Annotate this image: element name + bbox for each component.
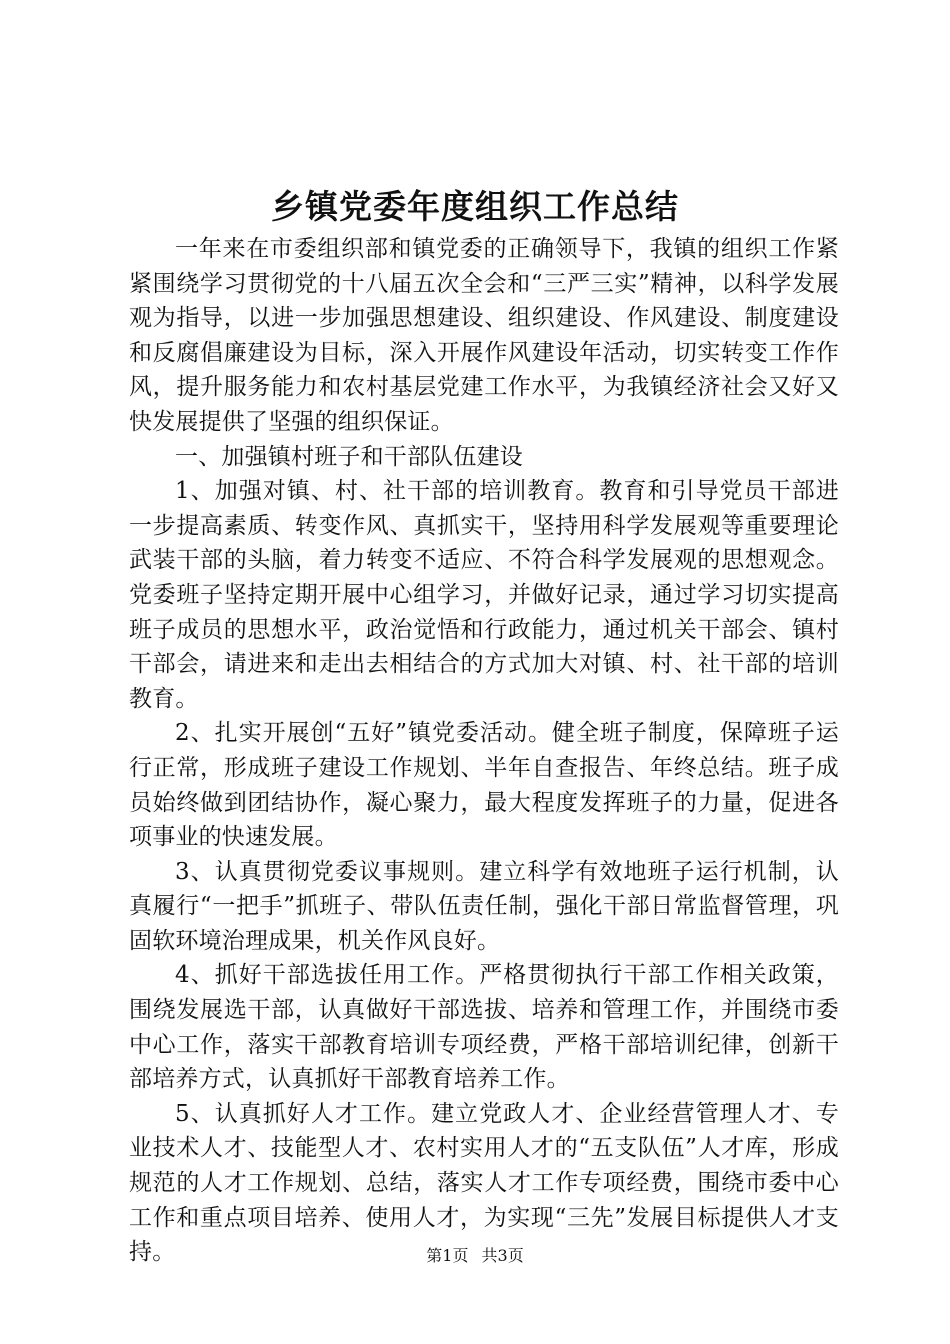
- page-number-total: 共3页: [481, 1246, 524, 1265]
- section-heading-1: 一、加强镇村班子和干部队伍建设: [175, 443, 523, 470]
- document-title: 乡镇党委年度组织工作总结: [271, 187, 679, 226]
- paragraph-item-4: 4、抓好干部选拔任用工作。严格贯彻执行干部工作相关政策，围绕发展选干部，认真做好干部选拔、培养和管理工作，并围绕市委中心工作，落实干部教育培训专项经费，严格干部培训纪律，创新干部培养方式，认真抓好干部教育培养工作。: [129, 962, 839, 1093]
- paragraph-item-3: 3、认真贯彻党委议事规则。建立科学有效地班子运行机制，认真履行“一把手”抓班子、带队伍责任制，强化干部日常监督管理，巩固软环境治理成果，机关作风良好。: [129, 858, 839, 954]
- page-number-current: 第1页: [426, 1246, 469, 1265]
- paragraph-item-5: 5、认真抓好人才工作。建立党政人才、企业经营管理人才、专业技术人才、技能型人才、农村实用人才的“五支队伍”人才库，形成规范的人才工作规划、总结，落实人才工作专项经费，围绕市委中心工作和重点项目培养、使用人才，为实现“三先”发展目标提供人才支持。: [129, 1100, 839, 1266]
- page-footer: [0, 1244, 950, 1268]
- paragraph-intro: 一年来在市委组织部和镇党委的正确领导下，我镇的组织工作紧紧围绕学习贯彻党的十八届五次全会和“三严三实”精神，以科学发展观为指导，以进一步加强思想建设、组织建设、作风建设、制度建设和反腐倡廉建设为目标，深入开展作风建设年活动，切实转变工作作风，提升服务能力和农村基层党建工作水平，为我镇经济社会又好又快发展提供了坚强的组织保证。: [129, 236, 839, 435]
- paragraph-item-1: 1、加强对镇、村、社干部的培训教育。教育和引导党员干部进一步提高素质、转变作风、真抓实干，坚持用科学发展观等重要理论武装干部的头脑，着力转变不适应、不符合科学发展观的思想观念。党委班子坚持定期开展中心组学习，并做好记录，通过学习切实提高班子成员的思想水平，政治觉悟和行政能力，通过机关干部会、镇村干部会，请进来和走出去相结合的方式加大对镇、村、社干部的培训教育。: [129, 478, 839, 712]
- paragraph-item-2: 2、扎实开展创“五好”镇党委活动。健全班子制度，保障班子运行正常，形成班子建设工作规划、半年自查报告、年终总结。班子成员始终做到团结协作，凝心聚力，最大程度发挥班子的力量，促进各项事业的快速发展。: [129, 720, 839, 851]
- document-body: [129, 232, 839, 1270]
